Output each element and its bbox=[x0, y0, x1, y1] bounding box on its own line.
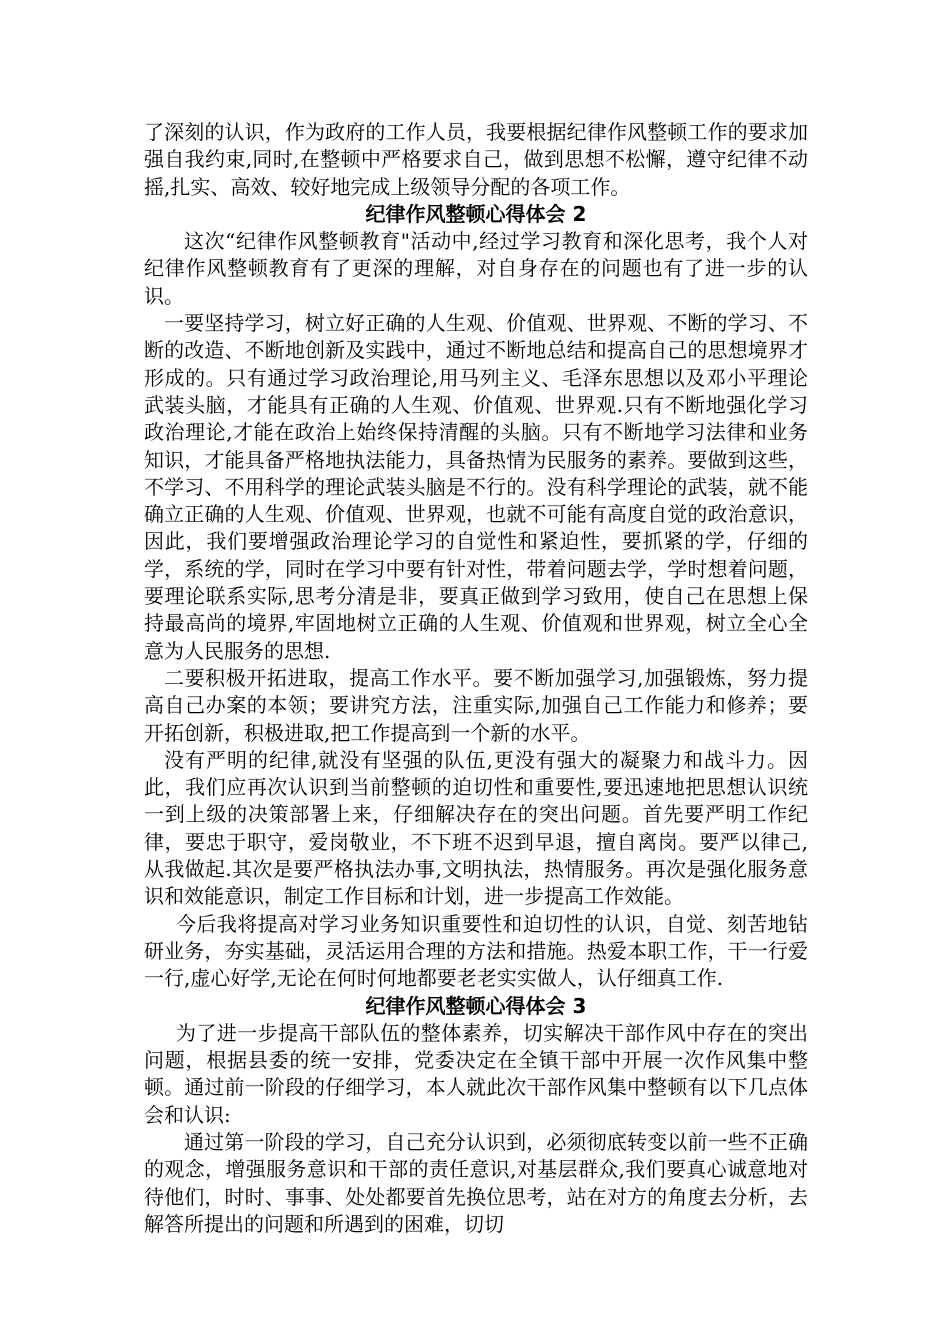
intro-paragraph: 了深刻的认识，作为政府的工作人员，我要根据纪律作风整顿工作的要求加强自我约束,同时,在整顿中严格要求自己，做到思想不松懈，遵守纪律不动摇,扎实、高效、较好地完成上级领导分配的各项工作。 bbox=[144, 120, 808, 199]
section-3-paragraph-1: 为了进一步提高干部队伍的整体素养，切实解决干部作风中存在的突出问题，根据县委的统一安排，党委决定在全镇干部中开展一次作风集中整顿。通过前一阶段的仔细学习，本人就此次干部作风集中整顿有以下几点体会和认识: bbox=[144, 1020, 808, 1127]
section-2-title: 纪律作风整顿心得体会 2 bbox=[365, 201, 587, 226]
section-3-title: 纪律作风整顿心得体会 3 bbox=[365, 993, 587, 1018]
section-2-paragraph-1: 这次“纪律作风整顿教育"活动中,经过学习教育和深化思考，我个人对纪律作风整顿教育有了更深的理解，对自身存在的问题也有了进一步的认识。 bbox=[144, 229, 808, 308]
document-page bbox=[144, 119, 808, 1238]
section-2-paragraph-2: 一要坚持学习，树立好正确的人生观、价值观、世界观、不断的学习、不断的改造、不断地创新及实践中，通过不断地总结和提高自己的思想境界才形成的。只有通过学习政治理论,用马列主义、毛泽东思想以及邓小平理论武装头脑，才能具有正确的人生观、价值观、世界观.只有不断地强化学习政治理论,才能在政治上始终保持清醒的头脑。只有不断地学习法律和业务知识，才能具备严格地执法能力，具备热情为民服务的素养。要做到这些，不学习、不用科学的理论武装头脑是不行的。没有科学理论的武装，就不能确立正确的人生观、价值观、世界观，也就不可能有高度自觉的政治意识，因此，我们要增强政治理论学习的自觉性和紧迫性，要抓紧的学，仔细的学，系统的学，同时在学习中要有针对性，带着问题去学，学时想着问题，要理论联系实际,思考分清是非，要真正做到学习致用，使自己在思想上保持最高尚的境界,牢固地树立正确的人生观、价值观和世界观，树立全心全意为人民服务的思想. bbox=[144, 311, 808, 663]
section-3-paragraph-2: 通过第一阶段的学习，自己充分认识到，必须彻底转变以前一些不正确的观念，增强服务意识和干部的责任意识,对基层群众,我们要真心诚意地对待他们，时时、事事、处处都要首先换位思考，站在对方的角度去分析，去解答所提出的问题和所遇到的困难，切切 bbox=[144, 1129, 808, 1236]
section-2-paragraph-3: 二要积极开拓进取，提高工作水平。要不断加强学习,加强锻炼，努力提高自己办案的本领；要讲究方法，注重实际,加强自己工作能力和修养；要开拓创新，积极进取,把工作提高到一个新的水平。 bbox=[144, 665, 808, 745]
section-2-paragraph-4: 没有严明的纪律,就没有坚强的队伍,更没有强大的凝聚力和战斗力。因此，我们应再次认识到当前整顿的迫切性和重要性,要迅速地把思想认识统一到上级的决策部署上来，仔细解决存在的突出问题。首先要严明工作纪律，要忠于职守，爱岗敬业，不下班不迟到早退，擅自离岗。要严以律己,从我做起.其次是要严格执法办事,文明执法，热情服务。再次是强化服务意识和效能意识，制定工作目标和计划，进一步提高工作效能。 bbox=[144, 747, 808, 909]
section-2-paragraph-5: 今后我将提高对学习业务知识重要性和迫切性的认识，自觉、刻苦地钻研业务，夯实基础，灵活运用合理的方法和措施。热爱本职工作，干一行爱一行,虚心好学,无论在何时何地都要老老实实做人，认仔细真工作. bbox=[144, 911, 808, 991]
